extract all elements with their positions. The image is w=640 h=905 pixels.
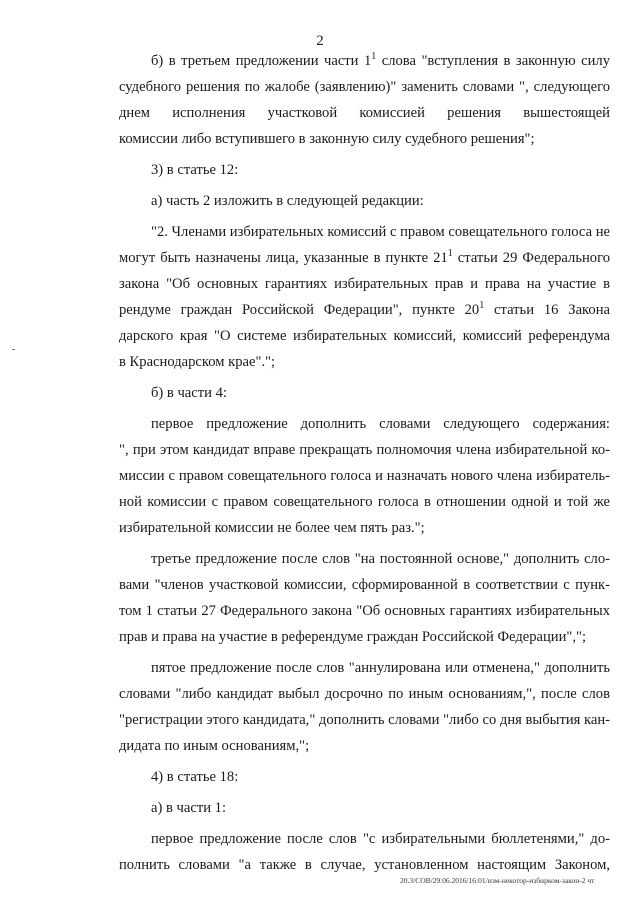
scan-mark: [12, 349, 15, 350]
page-number: 2: [316, 33, 324, 49]
text-segment: дарского края "О системе избирательных комиссий, комиссий референдума: [119, 328, 610, 344]
text-segment: а) в части 1:: [151, 800, 227, 816]
text-segment: 3) в статье 12:: [151, 162, 239, 178]
document-body: [119, 48, 610, 878]
text-line: [119, 733, 610, 759]
text-segment: ", при этом кандидат вправе прекращать полномочия члена избирательной ко-: [119, 442, 610, 458]
text-segment: том 1 статьи 27 Федерального закона "Об основных гарантиях избирательных: [119, 603, 610, 619]
text-line: [119, 655, 610, 681]
text-line: [119, 764, 610, 790]
text-line: [119, 411, 610, 437]
text-segment: слова "вступления в законную силу: [376, 53, 610, 69]
superscript: 1: [479, 300, 485, 311]
text-segment: пятое предложение после слов "аннулирована или отменена," дополнить: [151, 660, 610, 676]
text-line: [119, 100, 610, 126]
text-segment: закона "Об основных гарантиях избирательных прав и права на участие в: [119, 276, 610, 292]
text-segment: третье предложение после слов "на постоянной основе," дополнить сло-: [151, 551, 610, 567]
text-segment: "регистрации этого кандидата," дополнить словами "либо со дня выбытия кан-: [119, 712, 610, 728]
text-line: [119, 297, 610, 323]
text-segment: "2. Членами избирательных комиссий с правом совещательного голоса не: [151, 224, 610, 240]
text-segment: первое предложение дополнить словами следующего содержания:: [151, 416, 610, 432]
document-footer: 20.3/COB/29.06.2016/16:01/изм-некотор-избирком-закон-2 чт: [400, 876, 595, 885]
text-segment: статьи 16 Закона: [494, 302, 610, 318]
text-line: [119, 546, 610, 572]
text-segment: полнить словами "а также в случае, установленном настоящим Законом,: [119, 857, 610, 873]
text-line: [119, 126, 610, 152]
text-segment: избирательной комиссии не более чем пять раз.";: [119, 520, 425, 536]
text-segment: а) часть 2 изложить в следующей редакции:: [151, 193, 424, 209]
text-line: [119, 219, 610, 245]
text-line: [119, 157, 610, 183]
text-segment: ной комиссии с правом совещательного голоса в отношении одной и той же: [119, 494, 610, 510]
text-line: [119, 598, 610, 624]
text-line: [119, 681, 610, 707]
text-line: [119, 323, 610, 349]
text-segment: б) в части 4:: [151, 385, 227, 401]
text-segment: комиссии либо вступившего в законную силу судебного решения";: [119, 131, 535, 147]
text-segment: вами "членов участковой комиссии, сформированной в соответствии с пунк-: [119, 577, 610, 593]
text-segment: днем исполнения участковой комиссией решения вышестоящей: [119, 105, 610, 121]
text-line: [119, 463, 610, 489]
text-line: [119, 437, 610, 463]
text-line: [119, 624, 610, 650]
text-line: [119, 74, 610, 100]
text-line: [119, 245, 610, 271]
text-line: [119, 380, 610, 406]
text-segment: в Краснодарском крае".";: [119, 354, 276, 370]
text-line: [119, 349, 610, 375]
text-line: [119, 489, 610, 515]
text-line: [119, 48, 610, 74]
text-line: [119, 707, 610, 733]
text-segment: прав и права на участие в референдуме граждан Российской Федерации",";: [119, 629, 587, 645]
text-segment: статьи 29 Федерального: [452, 250, 610, 266]
superscript: 1: [447, 248, 453, 259]
superscript: 1: [371, 51, 377, 62]
text-line: [119, 188, 610, 214]
text-segment: первое предложение после слов "с избирательными бюллетенями," до-: [151, 831, 610, 847]
text-segment: словами "либо кандидат выбыл досрочно по иным основаниям,", после слов: [119, 686, 610, 702]
text-segment: дидата по иным основаниям,";: [119, 738, 310, 754]
text-line: [119, 271, 610, 297]
text-segment: судебного решения по жалобе (заявлению)" заменить словами ", следующего: [119, 79, 610, 95]
text-line: [119, 852, 610, 878]
text-line: [119, 826, 610, 852]
text-segment: миссии с правом совещательного голоса и назначать нового члена избиратель-: [119, 468, 610, 484]
text-segment: рендуме граждан Российской Федерации", пункте 20: [119, 302, 480, 318]
text-segment: б) в третьем предложении части 1: [151, 53, 372, 69]
text-segment: 4) в статье 18:: [151, 769, 239, 785]
text-line: [119, 795, 610, 821]
text-line: [119, 572, 610, 598]
text-line: [119, 515, 610, 541]
text-segment: могут быть назначены лица, указанные в пункте 21: [119, 250, 448, 266]
